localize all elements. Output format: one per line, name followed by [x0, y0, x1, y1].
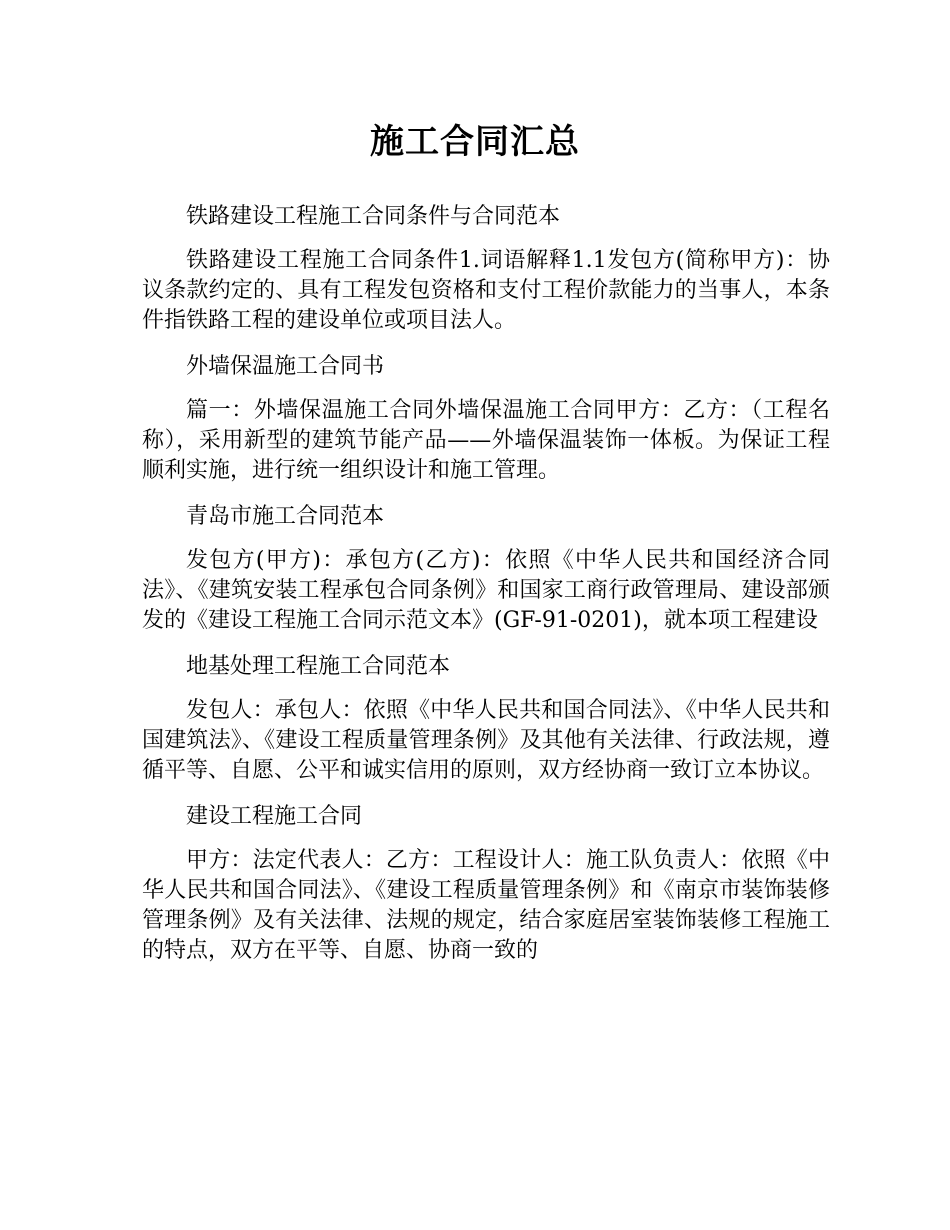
section-heading-construction: 建设工程施工合同: [186, 804, 363, 829]
section-heading-foundation: 地基处理工程施工合同范本: [186, 654, 451, 679]
section-body-foundation: 发包人：承包人：依照《中华人民共和国合同法》、《中华人民共和国建筑法》、《建设工程质量管理条例》及其他有关法律、行政法规，遵循平等、自愿、公平和诚实信用的原则，双方经协商一致订立本协议。: [142, 698, 830, 783]
document-body: [142, 202, 830, 982]
section-body-railway: 铁路建设工程施工合同条件1.词语解释1.1发包方(简称甲方)：协议条款约定的、具有工程发包资格和支付工程价款能力的当事人，本条件指铁路工程的建设单位或项目法人。: [142, 248, 830, 333]
section-heading-exterior-wall: 外墙保温施工合同书: [186, 354, 385, 379]
section-body-qingdao: 发包方(甲方)：承包方(乙方)：依照《中华人民共和国经济合同法》、《建筑安装工程承包合同条例》和国家工商行政管理局、建设部颁发的《建设工程施工合同示范文本》(GF-91-0201)，就本项工程建设: [142, 548, 830, 633]
document-title: 施工合同汇总: [370, 122, 580, 162]
section-heading-railway: 铁路建设工程施工合同条件与合同范本: [186, 204, 561, 229]
section-body-exterior-wall: 篇一：外墙保温施工合同外墙保温施工合同甲方：乙方：（工程名称），采用新型的建筑节能产品——外墙保温装饰一体板。为保证工程顺利实施，进行统一组织设计和施工管理。: [142, 398, 830, 483]
section-heading-qingdao: 青岛市施工合同范本: [186, 504, 385, 529]
section-body-construction: 甲方：法定代表人：乙方：工程设计人：施工队负责人：依照《中华人民共和国合同法》、《建设工程质量管理条例》和《南京市装饰装修管理条例》及有关法律、法规的规定，结合家庭居室装饰装修工程施工的特点，双方在平等、自愿、协商一致的: [142, 848, 830, 963]
